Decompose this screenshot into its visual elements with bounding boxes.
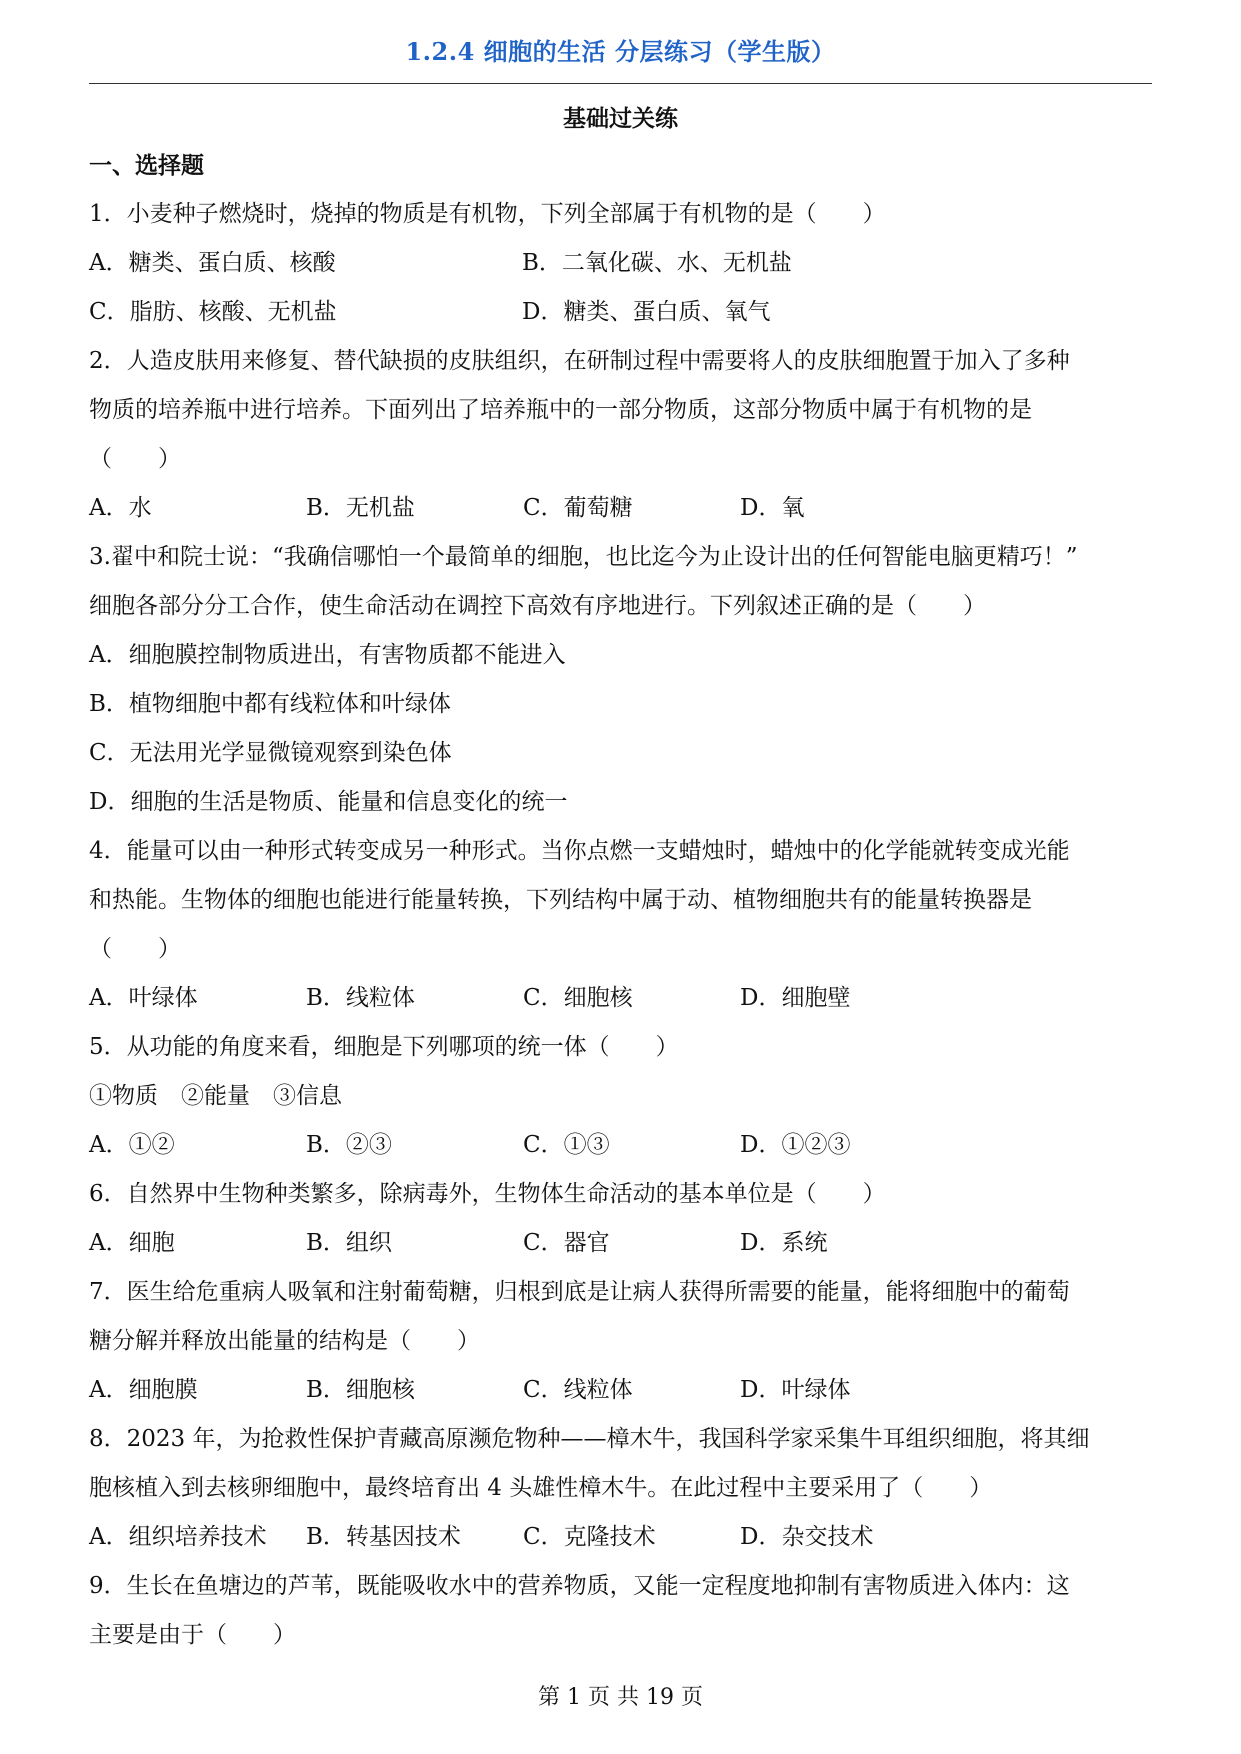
- text-line: 主要是由于（ ）: [89, 1622, 296, 1648]
- answer-option: A．糖类、蛋白质、核酸: [89, 250, 336, 276]
- text-line: 4．能量可以由一种形式转变成另一种形式。当你点燃一支蜡烛时，蜡烛中的化学能就转变成光能: [89, 838, 1070, 864]
- section-title: 基础过关练: [563, 105, 678, 132]
- text-line: B．植物细胞中都有线粒体和叶绿体: [89, 691, 451, 717]
- text-line: 8．2023 年，为抢救性保护青藏高原濒危物种——樟木牛，我国科学家采集牛耳组织细胞，将其细: [89, 1426, 1090, 1452]
- answer-option: B．细胞核: [306, 1377, 415, 1403]
- option-row: [89, 288, 1152, 337]
- answer-option: C．克隆技术: [523, 1524, 656, 1550]
- text-line: 7．医生给危重病人吸氧和注射葡萄糖，归根到底是让病人获得所需要的能量，能将细胞中的葡萄: [89, 1279, 1070, 1305]
- answer-option: D．细胞壁: [740, 985, 851, 1011]
- text-line: （ ）: [89, 446, 181, 472]
- text-line: ①物质 ②能量 ③信息: [89, 1083, 342, 1109]
- text-line: 2．人造皮肤用来修复、替代缺损的皮肤组织，在研制过程中需要将人的皮肤细胞置于加入了多种: [89, 348, 1070, 374]
- text-line: 糖分解并释放出能量的结构是（ ）: [89, 1328, 480, 1354]
- answer-option: A．叶绿体: [89, 985, 198, 1011]
- answer-option: B．无机盐: [306, 495, 415, 521]
- answer-option: B．线粒体: [306, 985, 415, 1011]
- answer-option: D．①②③: [740, 1132, 851, 1158]
- answer-option: D．糖类、蛋白质、氧气: [522, 299, 771, 325]
- answer-option: C．细胞核: [523, 985, 633, 1011]
- part-title: 一、选择题: [89, 152, 204, 179]
- answer-option: C．①③: [523, 1132, 610, 1158]
- answer-option: D．氧: [740, 495, 805, 521]
- answer-option: D．系统: [740, 1230, 828, 1256]
- answer-option: C．脂肪、核酸、无机盐: [89, 299, 337, 325]
- text-line: 1．小麦种子燃烧时，烧掉的物质是有机物，下列全部属于有机物的是（ ）: [89, 201, 886, 227]
- answer-option: A．组织培养技术: [89, 1524, 267, 1550]
- header-divider: [89, 83, 1152, 84]
- document-body: [89, 141, 1152, 1660]
- text-line: C．无法用光学显微镜观察到染色体: [89, 740, 452, 766]
- option-row: [89, 239, 1152, 288]
- text-line: 3.翟中和院士说：“我确信哪怕一个最简单的细胞，也比迄今为止设计出的任何智能电脑更精巧！”: [89, 544, 1078, 570]
- answer-option: D．杂交技术: [740, 1524, 874, 1550]
- answer-option: C．线粒体: [523, 1377, 633, 1403]
- answer-option: C．器官: [523, 1230, 610, 1256]
- text-line: 5．从功能的角度来看，细胞是下列哪项的统一体（ ）: [89, 1034, 679, 1060]
- answer-option: B．二氧化碳、水、无机盐: [522, 250, 792, 276]
- option-row: [89, 1121, 1152, 1170]
- option-row: [89, 974, 1152, 1023]
- answer-option: D．叶绿体: [740, 1377, 851, 1403]
- answer-option: B．组织: [306, 1230, 392, 1256]
- text-line: （ ）: [89, 936, 181, 962]
- answer-option: A．细胞膜: [89, 1377, 198, 1403]
- text-line: 9．生长在鱼塘边的芦苇，既能吸收水中的营养物质，又能一定程度地抑制有害物质进入体内：这: [89, 1573, 1070, 1599]
- option-row: [89, 1219, 1152, 1268]
- option-row: [89, 1366, 1152, 1415]
- document-title: 1.2.4 细胞的生活 分层练习（学生版）: [405, 37, 836, 66]
- answer-option: B．转基因技术: [306, 1524, 461, 1550]
- answer-option: A．①②: [89, 1132, 175, 1158]
- text-line: D．细胞的生活是物质、能量和信息变化的统一: [89, 789, 568, 815]
- answer-option: C．葡萄糖: [523, 495, 633, 521]
- option-row: [89, 1513, 1152, 1562]
- text-line: 物质的培养瓶中进行培养。下面列出了培养瓶中的一部分物质，这部分物质中属于有机物的是: [89, 397, 1032, 423]
- answer-option: A．细胞: [89, 1230, 175, 1256]
- text-line: A．细胞膜控制物质进出，有害物质都不能进入: [89, 642, 566, 668]
- text-line: 6．自然界中生物种类繁多，除病毒外，生物体生命活动的基本单位是（ ）: [89, 1181, 886, 1207]
- answer-option: B．②③: [306, 1132, 392, 1158]
- option-row: [89, 484, 1152, 533]
- text-line: 细胞各部分分工合作，使生命活动在调控下高效有序地进行。下列叙述正确的是（ ）: [89, 593, 986, 619]
- text-line: 和热能。生物体的细胞也能进行能量转换，下列结构中属于动、植物细胞共有的能量转换器是: [89, 887, 1032, 913]
- text-line: 胞核植入到去核卵细胞中，最终培育出 4 头雄性樟木牛。在此过程中主要采用了（ ）: [89, 1475, 993, 1501]
- question-list: [89, 190, 1152, 1660]
- page-footer: 第 1 页 共 19 页: [538, 1685, 703, 1710]
- answer-option: A．水: [89, 495, 152, 521]
